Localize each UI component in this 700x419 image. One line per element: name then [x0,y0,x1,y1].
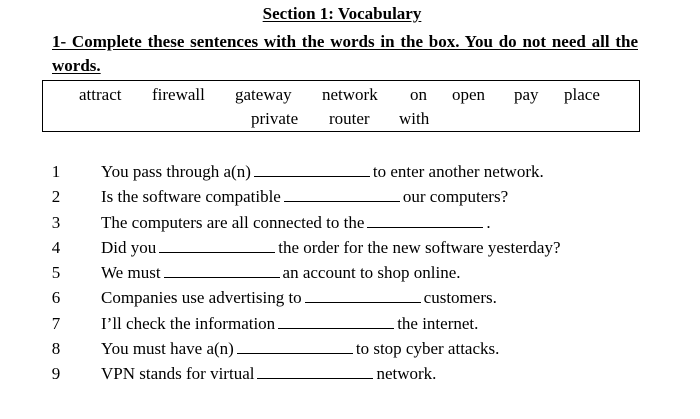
sentence-number: 2 [51,187,61,207]
word-box-item: gateway [235,85,292,104]
answer-blank[interactable] [367,226,483,228]
sentence-number: 3 [51,212,61,232]
sentence-before: We must [101,263,161,283]
word-box-item: firewall [152,85,205,104]
word-box-item: on [410,85,427,104]
sentence-before: You must have a(n) [101,339,234,359]
answer-blank[interactable] [257,377,373,379]
sentence-item [0,311,700,336]
sentence-before: You pass through a(n) [101,162,251,181]
sentence-list [0,159,700,387]
answer-blank[interactable] [164,276,280,278]
sentence-item [0,361,700,386]
sentence-text [101,336,499,361]
answer-blank[interactable] [159,251,275,253]
answer-blank[interactable] [254,175,370,177]
sentence-text [101,311,478,336]
word-box-item: pay [514,85,539,104]
sentence-text [101,210,491,235]
sentence-text [101,285,497,310]
word-box-row-1 [43,85,639,107]
sentence-after: customers. [423,288,497,308]
sentence-item [0,210,700,235]
word-box-row-2 [43,109,639,131]
sentence-item [0,184,700,209]
word-box-item: router [329,109,370,128]
sentence-item [0,260,700,285]
exercise-instruction: 1- Complete these sentences with the words in the box. You do not need all the words. [52,32,638,75]
sentence-number: 8 [51,339,61,359]
sentence-after: our computers? [402,187,509,207]
sentence-before: I’ll check the information [101,313,276,333]
word-box-item: attract [79,85,122,104]
sentence-item [0,159,700,184]
word-box-item: open [452,85,486,104]
word-box-item: with [399,109,430,128]
word-box-item: network [322,85,378,104]
sentence-number: 1 [51,162,61,181]
answer-blank[interactable] [237,352,353,354]
sentence-after: to enter another network. [372,162,544,181]
sentence-after: an account to shop online. [282,263,461,283]
answer-blank[interactable] [305,301,421,303]
sentence-before: The computers are all connected to the [101,212,365,232]
sentence-number: 6 [51,288,61,308]
sentence-before: VPN stands for virtual [101,364,255,384]
answer-blank[interactable] [284,200,400,202]
sentence-before: Did you [101,237,157,257]
sentence-text [101,260,461,285]
word-box-item: place [564,85,600,104]
sentence-after: the internet. [397,313,479,333]
word-box [42,80,640,132]
sentence-item [0,336,700,361]
sentence-after: the order for the new software yesterday? [278,237,561,257]
sentence-before: Is the software compatible [101,187,281,207]
sentence-after: network. [376,364,437,384]
sentence-text [101,361,436,386]
sentence-text [101,184,508,209]
sentence-number: 5 [51,263,61,283]
sentence-text [101,235,561,260]
sentence-item [0,235,700,260]
sentence-number: 9 [51,364,61,384]
sentence-item [0,285,700,310]
answer-blank[interactable] [278,327,394,329]
sentence-text [101,159,544,184]
section-title: Section 1: Vocabulary [262,4,422,23]
sentence-number: 4 [51,237,61,257]
sentence-after: . [486,212,491,232]
sentence-number: 7 [51,313,61,333]
word-box-item: private [251,109,299,128]
sentence-after: to stop cyber attacks. [355,339,500,359]
sentence-before: Companies use advertising to [101,288,302,308]
